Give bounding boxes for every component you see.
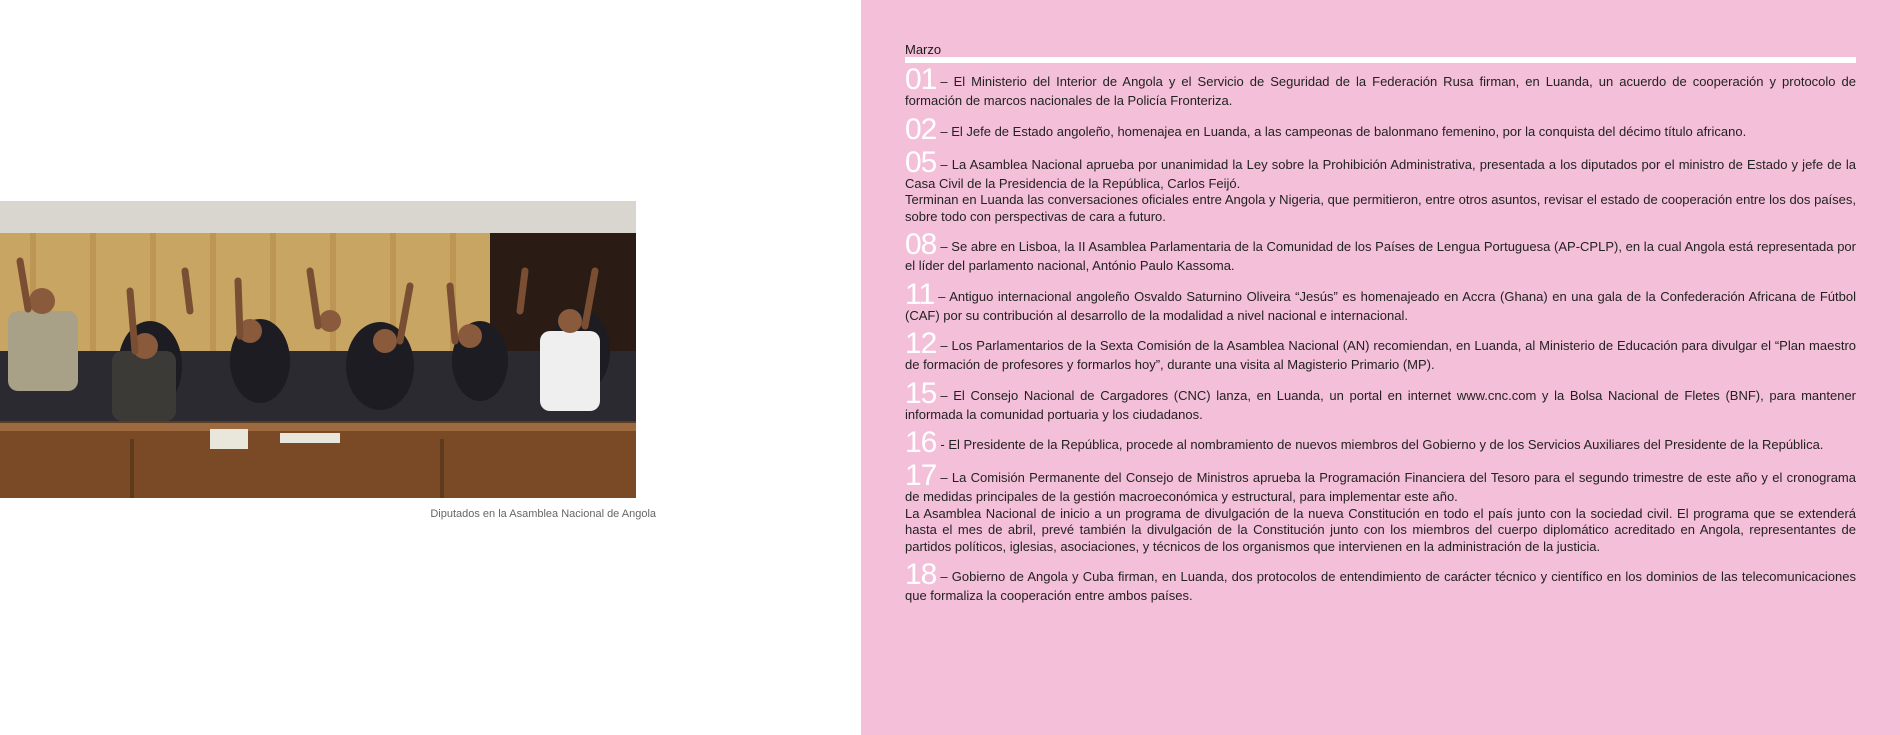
entry-text: – El Ministerio del Interior de Angola y el Servicio de Seguridad de la Federación Rusa firman, en Luanda, un acuerdo de cooperación y protocolo de formación de marcos nacionales de la Policía Fronteriza. [905, 74, 1856, 108]
entry-day: 16 [905, 426, 937, 459]
entry-15 [905, 376, 1856, 424]
right-page [861, 0, 1900, 735]
assembly-photo [0, 201, 636, 498]
entry-17 [905, 459, 1856, 555]
entry-day: 11 [905, 277, 935, 311]
entry-16 [905, 426, 1856, 459]
entry-text: – Gobierno de Angola y Cuba firman, en Luanda, dos protocolos de entendimiento de carácter técnico y científico en los dominios de las telecomunicaciones que formaliza la cooperación entre ambos países. [905, 569, 1856, 603]
entry-extra: La Asamblea Nacional de inicio a un programa de divulgación de la nueva Constitución en todo el país junto con la sociedad civil. El programa que se extenderá hasta el mes de abril, prevé también la divulgación de la Constitución junto con los miembros del cuerpo diplomático acreditado en Angola, representantes de partidos políticos, iglesias, asociaciones, y técnicos de los organismos que intervienen en la administración de la justicia. [905, 505, 1856, 554]
entry-text: – El Jefe de Estado angoleño, homenajea en Luanda, a las campeonas de balonmano femenino, por la conquista del décimo título africano. [940, 123, 1747, 139]
entry-text: – Antiguo internacional angoleño Osvaldo Saturnino Oliveira “Jesús” es homenajeado en Accra (Ghana) en una gala de la Confederación Africana de Fútbol (CAF) por su contribución al desarrollo de la modalidad a nivel nacional e internacional. [905, 288, 1856, 323]
entry-day: 18 [905, 558, 937, 591]
chronology-list [905, 63, 1856, 612]
entry-day: 05 [905, 145, 937, 179]
month-heading: Marzo [905, 42, 942, 57]
entry-day: 12 [905, 327, 937, 360]
entry-01 [905, 63, 1856, 110]
entry-text: – El Consejo Nacional de Cargadores (CNC) lanza, en Luanda, un portal en internet www.cnc.com y la Bolsa Nacional de Fletes (BNF), para mantener informada la comunidad portuaria y los ciudadanos. [905, 387, 1856, 422]
assembly-photo-image [0, 201, 636, 498]
entry-11 [905, 277, 1856, 325]
entry-text: – Se abre en Lisboa, la II Asamblea Parlamentaria de la Comunidad de los Países de Lengua Portuguesa (AP-CPLP), en la cual Angola está representada por el líder del parlamento nacional, António Paulo Kassoma. [905, 239, 1856, 273]
entry-day: 17 [905, 459, 937, 492]
entry-text: – Los Parlamentarios de la Sexta Comisión de la Asamblea Nacional (AN) recomiendan, en Luanda, al Ministerio de Educación para divulgar el “Plan maestro de formación de profesores y formarlos hoy”, durante una visita al Magisterio Primario (MP). [905, 338, 1856, 372]
entry-text: – La Asamblea Nacional aprueba por unanimidad la Ley sobre la Prohibición Administrativa, presentada a los diputados por el ministro de Estado y jefe de la Casa Civil de la Presidencia de la República, Carlos Feijó. [905, 156, 1856, 191]
left-page [0, 0, 861, 735]
entry-12 [905, 327, 1856, 374]
entry-05 [905, 145, 1856, 226]
month-divider [905, 57, 1856, 63]
entry-day: 15 [905, 376, 937, 410]
entry-day: 01 [905, 63, 937, 96]
entry-02 [905, 112, 1856, 146]
photo-caption: Diputados en la Asamblea Nacional de Angola [430, 508, 656, 520]
entry-extra: Terminan en Luanda las conversaciones oficiales entre Angola y Nigeria, que permitieron, entre otros asuntos, revisar el estado de cooperación entre los dos países, sobre todo con perspectivas de cara a futuro. [905, 192, 1856, 224]
entry-text: – La Comisión Permanente del Consejo de Ministros aprueba la Programación Financiera del Tesoro para el segundo trimestre de este año y el cronograma de medidas principales de la gestión macroeconómica y estructural, para implementar este año. [905, 470, 1856, 504]
entry-08 [905, 228, 1856, 275]
entry-text: - El Presidente de la República, procede al nombramiento de nuevos miembros del Gobierno y de los Servicios Auxiliares del Presidente de la República. [940, 437, 1824, 452]
entry-day: 02 [905, 112, 937, 146]
entry-day: 08 [905, 228, 937, 261]
entry-18 [905, 558, 1856, 605]
